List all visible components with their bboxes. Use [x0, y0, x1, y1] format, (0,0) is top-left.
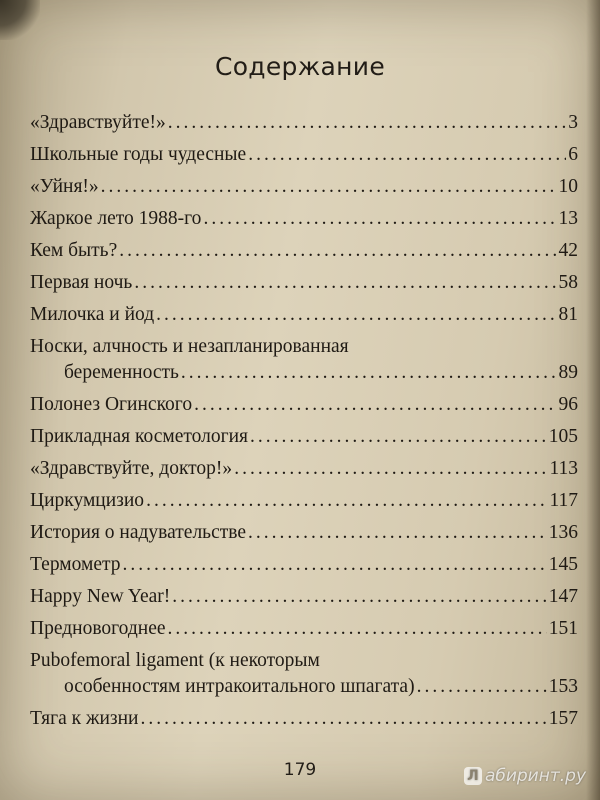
- page-edge-shadow: [586, 0, 600, 800]
- toc-entry-page: 42: [558, 240, 578, 261]
- toc-entry-title: Школьные годы чудесные: [30, 144, 247, 165]
- toc-entry-title: Кем быть?: [30, 240, 118, 261]
- toc-entry: [30, 238, 578, 270]
- toc-entry: [30, 302, 578, 334]
- toc-entry-title: Милочка и йод: [30, 304, 155, 325]
- toc-entry: [30, 552, 578, 584]
- toc-entry-page: 10: [558, 176, 578, 197]
- toc-entry: [30, 584, 578, 616]
- page-title: Содержание: [214, 52, 386, 81]
- dot-leader: [234, 456, 547, 482]
- watermark-text: абиринт.ру: [484, 766, 586, 786]
- watermark: [464, 766, 586, 786]
- toc-entry: [30, 206, 578, 238]
- toc-entry: [30, 270, 578, 302]
- toc-entry-title: Термометр: [30, 554, 121, 575]
- toc-entry-title-line2: беременность: [64, 362, 179, 383]
- toc-entry-page: 151: [548, 618, 578, 639]
- toc-entry-page: 113: [549, 458, 578, 479]
- toc-entry-page: 136: [548, 522, 578, 543]
- toc-entry: [30, 334, 578, 392]
- toc-entry-page: 13: [558, 208, 578, 229]
- toc-entry: [30, 142, 578, 174]
- dot-leader: [141, 706, 547, 732]
- toc-entry: [30, 456, 578, 488]
- toc-entry-page: 6: [568, 144, 578, 165]
- toc-entry-title: История о надувательстве: [30, 522, 246, 543]
- toc-entry-page: 157: [548, 708, 578, 729]
- dot-leader: [417, 674, 547, 700]
- toc-entry-title-line2: особенностям интракоитального шпагата): [64, 676, 415, 697]
- dot-leader: [168, 616, 547, 642]
- toc-entry-title: Полонез Огинского: [30, 394, 193, 415]
- toc-entry-title: «Здравствуйте!»: [30, 112, 166, 133]
- toc-entry-page: 153: [548, 676, 578, 697]
- dot-leader: [146, 488, 547, 514]
- toc-entry-page: 96: [558, 394, 578, 415]
- toc-entry: [30, 174, 578, 206]
- toc-entry-title: «Здравствуйте, доктор!»: [30, 458, 233, 479]
- toc-entry-page: 105: [548, 426, 578, 447]
- dot-leader: [168, 110, 566, 136]
- dot-leader: [181, 360, 557, 386]
- toc-entry: [30, 488, 578, 520]
- toc-entry: [30, 648, 578, 706]
- dot-leader: [123, 552, 547, 578]
- dot-leader: [172, 584, 546, 610]
- toc-entry: [30, 616, 578, 648]
- toc-entry-title: Тяга к жизни: [30, 708, 139, 729]
- page-number: 179: [283, 760, 317, 780]
- toc-entry: [30, 424, 578, 456]
- toc-entry-title: Циркумцизио: [30, 490, 145, 511]
- dot-leader: [250, 424, 547, 450]
- dot-leader: [248, 520, 547, 546]
- page-corner-shadow: [0, 0, 40, 40]
- dot-leader: [248, 142, 566, 168]
- dot-leader: [194, 392, 556, 418]
- toc-entry-title: Жаркое лето 1988-го: [30, 208, 202, 229]
- toc-entry-title: Предновогоднее: [30, 618, 166, 639]
- toc-entry-title: «Уйня!»: [30, 176, 99, 197]
- dot-leader: [156, 302, 556, 328]
- labirint-logo-icon: Л: [464, 767, 482, 785]
- toc-entry-title: Первая ночь: [30, 272, 133, 293]
- toc-entry-title-line1: Pubofemoral ligament (к некоторым: [30, 650, 320, 671]
- toc-entry-title: Прикладная косметология: [30, 426, 248, 447]
- toc-entry: [30, 110, 578, 142]
- toc-entry-page: 3: [568, 112, 578, 133]
- toc-entry-page: 117: [549, 490, 578, 511]
- toc-entry-page: 147: [548, 586, 578, 607]
- toc-entry-page: 89: [558, 362, 578, 383]
- dot-leader: [203, 206, 556, 232]
- toc-entry-page: 145: [548, 554, 578, 575]
- toc-entry: [30, 392, 578, 424]
- dot-leader: [119, 238, 556, 264]
- toc-entry-page: 81: [558, 304, 578, 325]
- toc-entry-title: Happy New Year!: [30, 586, 171, 607]
- toc-entry-title-line1: Носки, алчность и незапланированная: [30, 336, 349, 357]
- toc-entry: [30, 520, 578, 552]
- dot-leader: [101, 174, 557, 200]
- table-of-contents: [30, 110, 578, 738]
- dot-leader: [134, 270, 556, 296]
- toc-entry: [30, 706, 578, 738]
- toc-entry-page: 58: [558, 272, 578, 293]
